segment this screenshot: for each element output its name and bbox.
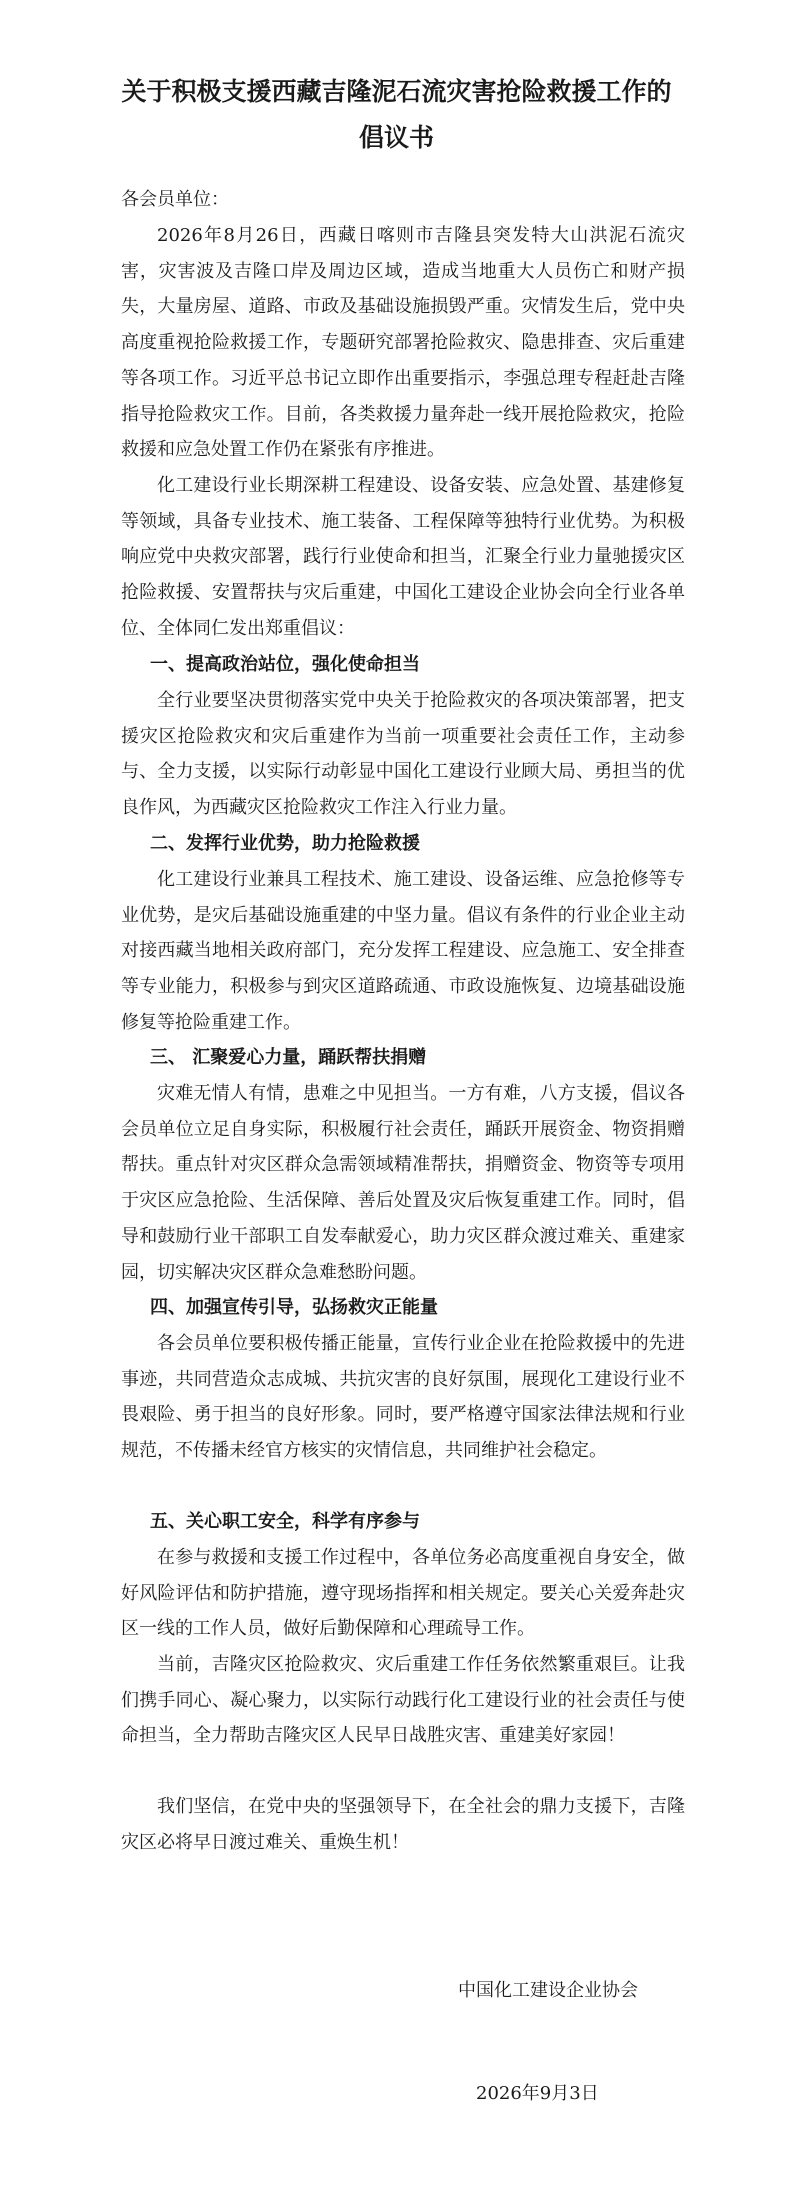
paragraph-industry-initiative: 化工建设行业长期深耕工程建设、设备安装、应急处置、基建修复等领域，具备专业技术、施工装备、工程保障等独特行业优势。为积极响应党中央救灾部署，践行行业使命和担当，汇聚全行业力量驰援灾区抢险救援、安置帮扶与灾后重建，中国化工建设企业协会向全行业各单位、全体同仁发出郑重倡议： (121, 475, 685, 639)
signature-organization: 中国化工建设企业协会 (458, 1980, 638, 2001)
paragraph-call-to-action: 当前，吉隆灾区抢险救灾、灾后重建工作任务依然繁重艰巨。让我们携手同心、凝心聚力，以实际行动践行化工建设行业的社会责任与使命担当，全力帮助吉隆灾区人民早日战胜灾害、重建美好家园！ (121, 1654, 685, 1747)
paragraph-section-2: 化工建设行业兼具工程技术、施工建设、设备运维、应急抢修等专业优势，是灾后基础设施重建的中坚力量。倡议有条件的行业企业主动对接西藏当地相关政府部门，充分发挥工程建设、应急施工、安全排查等专业能力，积极参与到灾区道路疏通、市政设施恢复、边境基础设施修复等抢险重建工作。 (121, 869, 685, 1033)
paragraph-section-1: 全行业要坚决贯彻落实党中央关于抢险救灾的各项决策部署，把支援灾区抢险救灾和灾后重建作为当前一项重要社会责任工作，主动参与、全力支援，以实际行动彰显中国化工建设行业顾大局、勇担当的优良作风，为西藏灾区抢险救灾工作注入行业力量。 (121, 690, 685, 819)
signature-date: 2026年9月3日 (476, 2083, 599, 2104)
paragraph-section-5: 在参与救援和支援工作过程中，各单位务必高度重视自身安全，做好风险评估和防护措施，遵守现场指挥和相关规定。要关心关爱奔赴灾区一线的工作人员，做好后勤保障和心理疏导工作。 (121, 1547, 685, 1640)
section-heading-5: 五、关心职工安全，科学有序参与 (150, 1511, 420, 1532)
section-heading-2: 二、发挥行业优势，助力抢险救援 (150, 833, 420, 854)
paragraph-closing: 我们坚信，在党中央的坚强领导下，在全社会的鼎力支援下，吉隆灾区必将早日渡过难关、重焕生机！ (121, 1796, 685, 1853)
document-title-line2: 倡议书 (358, 123, 434, 152)
paragraph-section-4: 各会员单位要积极传播正能量，宣传行业企业在抢险救援中的先进事迹，共同营造众志成城、共抗灾害的良好氛围，展现化工建设行业不畏艰险、勇于担当的良好形象。同时，要严格遵守国家法律法规和行业规范，不传播未经官方核实的灾情信息，共同维护社会稳定。 (121, 1333, 685, 1462)
paragraph-incident: 2026年8月26日，西藏日喀则市吉隆县突发特大山洪泥石流灾害，灾害波及吉隆口岸及周边区域，造成当地重大人员伤亡和财产损失，大量房屋、道路、市政及基础设施损毁严重。灾情发生后，党中央高度重视抢险救援工作，专题研究部署抢险救灾、隐患排查、灾后重建等各项工作。习近平总书记立即作出重要指示，李强总理专程赶赴吉隆指导抢险救灾工作。目前，各类救援力量奔赴一线开展抢险救灾，抢险救援和应急处置工作仍在紧张有序推进。 (121, 225, 685, 461)
section-heading-1: 一、提高政治站位，强化使命担当 (150, 654, 420, 675)
section-heading-3: 三、 汇聚爱心力量，踊跃帮扶捐赠 (150, 1047, 427, 1068)
document-title-line1: 关于积极支援西藏吉隆泥石流灾害抢险救援工作的 (121, 77, 672, 106)
section-heading-4: 四、加强宣传引导，弘扬救灾正能量 (150, 1297, 438, 1318)
paragraph-section-3: 灾难无情人有情，患难之中见担当。一方有难，八方支援，倡议各会员单位立足自身实际，积极履行社会责任，踊跃开展资金、物资捐赠帮扶。重点针对灾区群众急需领域精准帮扶，捐赠资金、物资等专项用于灾区应急抢险、生活保障、善后处置及灾后恢复重建工作。同时，倡导和鼓励行业干部职工自发奉献爱心，助力灾区群众渡过难关、重建家园，切实解决灾区群众急难愁盼问题。 (121, 1083, 685, 1283)
salutation: 各会员单位： (121, 189, 229, 210)
